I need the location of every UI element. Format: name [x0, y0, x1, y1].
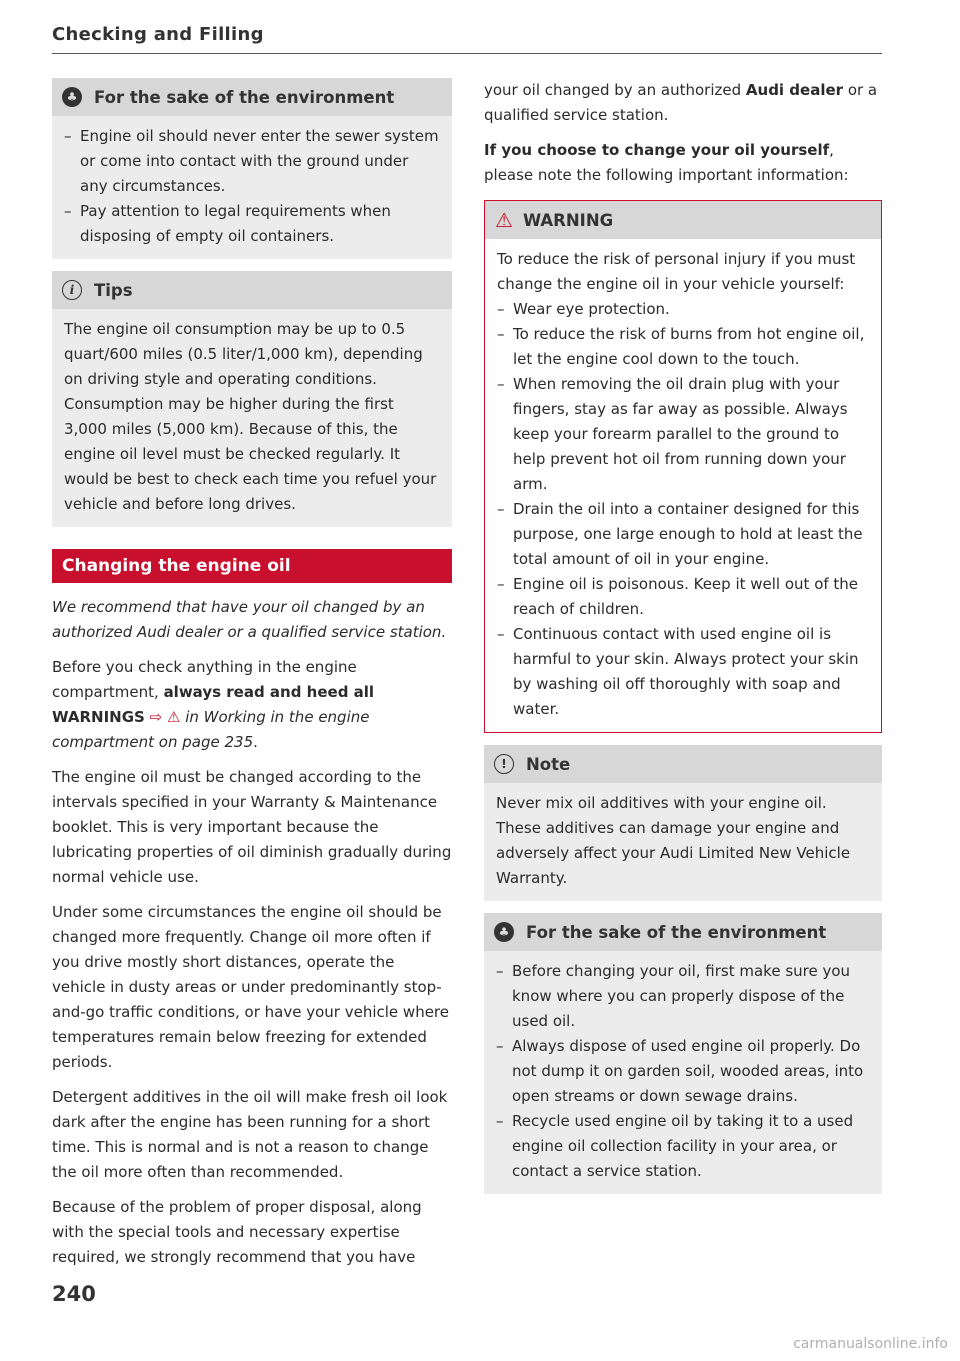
environment-list — [496, 959, 870, 1184]
section-title: Changing the engine oil — [62, 556, 291, 576]
warning-box-body — [485, 239, 881, 732]
paragraph: Detergent additives in the oil will make fresh oil look dark after the engine has been running for a short time. This is normal and is not a reason to change the oil more often than recommended. — [52, 1088, 448, 1181]
page-number: 240 — [52, 1282, 96, 1306]
list-item: – Engine oil should never enter the sewer system or come into contact with the ground under any circumstances. — [64, 124, 440, 199]
tips-box-header — [52, 271, 452, 309]
arrow-icon: ⇨ — [149, 708, 163, 726]
paragraph: Under some circumstances the engine oil should be changed more frequently. Change oil more often if you drive mostly short distances, operate the vehicle in dusty areas or under predominantly stop-and-go traffic conditions, or have your vehicle where temperatures remain below freezing for extended periods. — [52, 903, 450, 1071]
intro-paragraph: We recommend that have your oil changed by an authorized Audi dealer or a qualified service station. — [52, 598, 447, 641]
tips-box-body — [52, 309, 452, 527]
note-box-title: Note — [526, 754, 571, 774]
warning-box — [484, 200, 882, 733]
paragraph: The engine oil must be changed according to the intervals specified in your Warranty & Maintenance booklet. This is very important because the lubricating properties of oil diminish gradually during normal vehicle use. — [52, 768, 452, 886]
environment-box-header — [52, 78, 452, 116]
warning-triangle-icon: ⚠ — [166, 708, 181, 726]
warning-emphasis: always read and heed all WARNINGS — [52, 683, 375, 726]
environment-box — [52, 78, 452, 259]
self-change-paragraph: If you choose to change your oil yourself, please note the following important information: — [484, 141, 849, 184]
list-item: – Pay attention to legal requirements when disposing of empty oil containers. — [64, 199, 440, 249]
info-icon: i — [62, 280, 82, 300]
environment-box — [484, 913, 882, 1194]
section-heading: Checking and Filling — [52, 24, 264, 45]
warning-reference-paragraph: Before you check anything in the engine compartment, always read and heed all WARNINGS ⇨ ⚠ in Working in the engine compartment on page 235. — [52, 658, 375, 751]
environment-icon: ♣ — [62, 87, 82, 107]
environment-icon: ♣ — [494, 922, 514, 942]
note-box — [484, 745, 882, 901]
note-box-header — [484, 745, 882, 783]
list-item: – Drain the oil into a container designed for this purpose, one large enough to hold at least the total amount of oil in your engine. — [497, 497, 869, 572]
paragraph: Because of the problem of proper disposal, along with the special tools and necessary expertise required, we strongly recommend that you have — [52, 1198, 422, 1266]
environment-box-body — [484, 951, 882, 1194]
exclamation-icon: ! — [494, 754, 514, 774]
environment-box-body — [52, 116, 452, 259]
list-item: – Recycle used engine oil by taking it to a used engine oil collection facility in your area, or contact a service station. — [496, 1109, 870, 1184]
watermark: carmanualsonline.info — [793, 1336, 948, 1352]
note-box-body — [484, 783, 882, 901]
warning-list — [497, 297, 869, 722]
warning-intro: To reduce the risk of personal injury if you must change the engine oil in your vehicle yourself: — [497, 250, 856, 293]
tips-box — [52, 271, 452, 527]
note-text: Never mix oil additives with your engine oil. These additives can damage your engine and adversely affect your Audi Limited New Vehicle Warranty. — [496, 794, 851, 887]
tips-box-title: Tips — [94, 280, 133, 300]
warning-box-title: WARNING — [522, 210, 614, 230]
environment-list — [64, 124, 440, 249]
list-item: – Continuous contact with used engine oil is harmful to your skin. Always protect your skin by washing oil off thoroughly with soap and water. — [497, 622, 869, 722]
environment-box-title: For the sake of the environment — [94, 87, 395, 107]
section-title-bar — [52, 549, 452, 583]
page-header — [52, 24, 882, 54]
environment-box-title: For the sake of the environment — [526, 922, 827, 942]
right-column — [484, 78, 882, 1206]
tips-text: The engine oil consumption may be up to 0.5 quart/600 miles (0.5 liter/1,000 km), depending on driving style and operating conditions. Consumption may be higher during the first 3,000 miles (5,000 km). Because of this, the engine oil level must be checked regularly. It would be best to check each time you refuel your vehicle and before long drives. — [64, 320, 437, 513]
list-item: – Always dispose of used engine oil properly. Do not dump it on garden soil, wooded areas, into open streams or down sewage drains. — [496, 1034, 870, 1109]
left-column — [52, 78, 452, 1280]
list-item: – To reduce the risk of burns from hot engine oil, let the engine cool down to the touch. — [497, 322, 869, 372]
list-item: – When removing the oil drain plug with your fingers, stay as far away as possible. Always keep your forearm parallel to the ground to help prevent hot oil from running down your arm. — [497, 372, 869, 497]
warning-triangle-icon: ⚠ — [495, 208, 513, 232]
continued-paragraph: your oil changed by an authorized Audi dealer or a qualified service station. — [484, 81, 878, 124]
environment-box-header — [484, 913, 882, 951]
list-item: – Engine oil is poisonous. Keep it well out of the reach of children. — [497, 572, 869, 622]
list-item: – Wear eye protection. — [497, 297, 869, 322]
cross-reference-link[interactable]: in Working in the engine compartment on page 235 — [52, 708, 370, 751]
warning-box-header — [485, 201, 881, 239]
list-item: – Before changing your oil, first make sure you know where you can properly dispose of the used oil. — [496, 959, 870, 1034]
